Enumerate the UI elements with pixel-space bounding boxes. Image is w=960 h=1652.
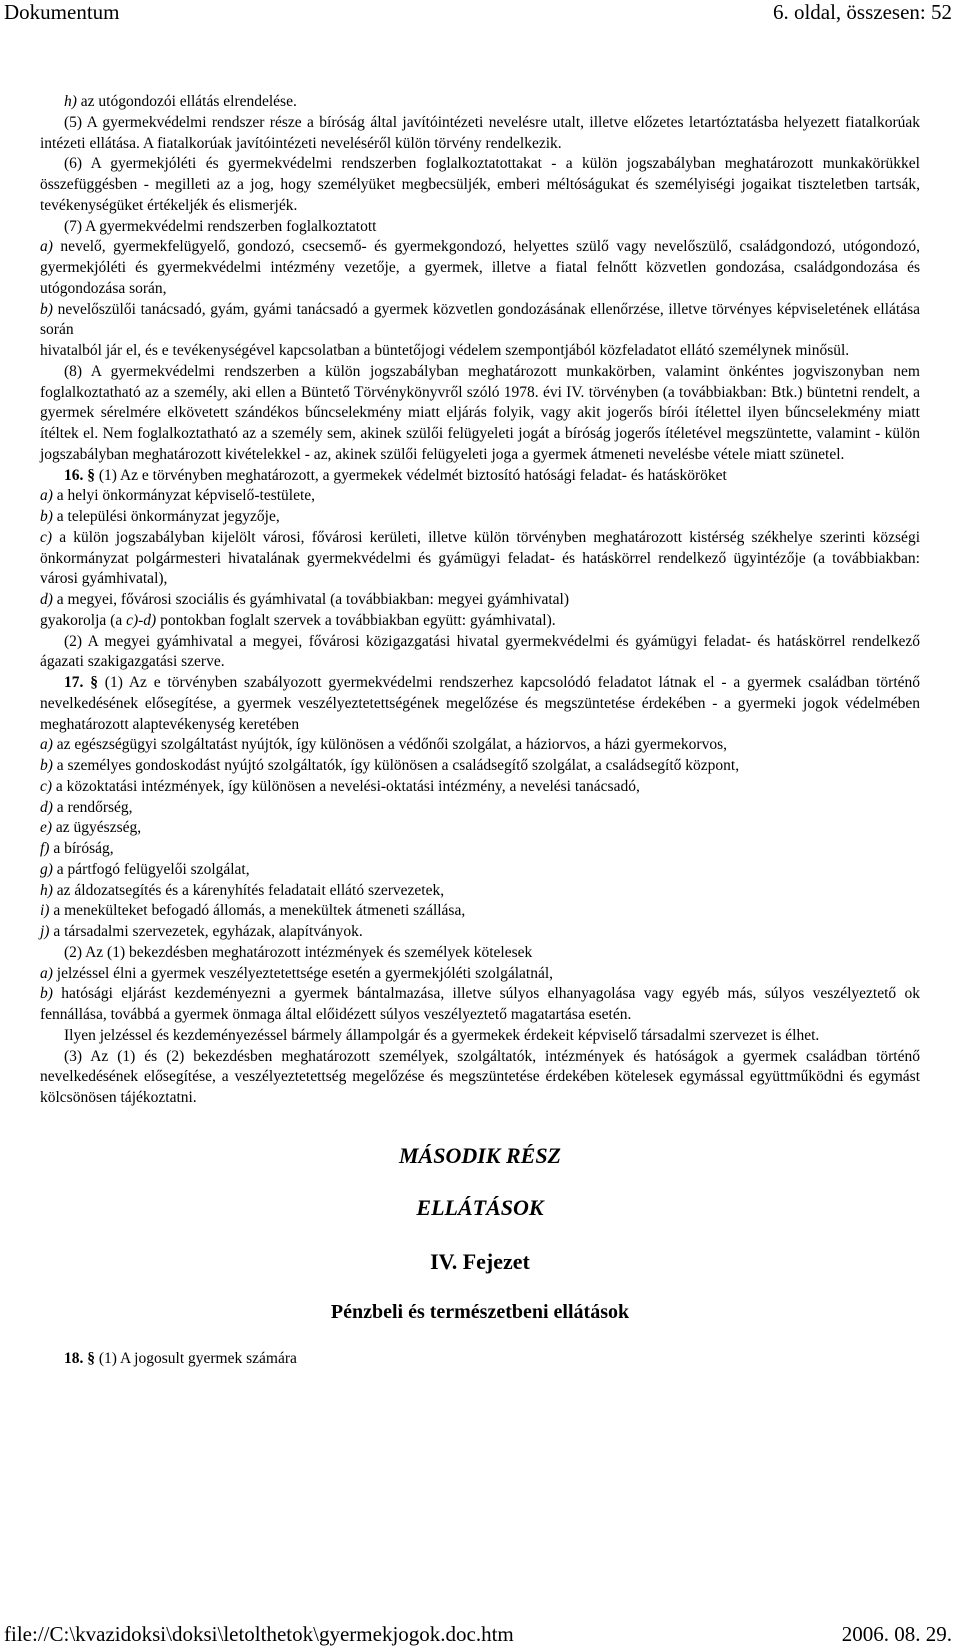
section-16-b: b) a települési önkormányzat jegyzője, bbox=[40, 508, 280, 525]
section-17-2a: a) jelzéssel élni a gyermek veszélyeztetettsége esetén a gyermekjóléti szolgálatnál, bbox=[40, 964, 554, 982]
section-18: 18. § (1) A jogosult gyermek számára bbox=[64, 1349, 297, 1367]
section-number: 16. bbox=[64, 466, 84, 484]
section-17-d: d) a rendőrség, bbox=[40, 798, 133, 816]
section-number: 17. bbox=[64, 674, 84, 691]
section-sign: § bbox=[87, 1349, 95, 1367]
section-17-a: a) az egészségügyi szolgáltatást nyújtók, így különösen a védőnői szolgálat, a háziorvos, a házi gyermekorvos, bbox=[40, 736, 727, 754]
section-16-c: c) a külön jogszabályban kijelölt városi, fővárosi kerületi, illetve külön törvényben meghatározott kistérség székhelye szerinti községi önkormányzat polgármesteri hivatalának gyermekvédelmi és gyámügyi feladat- és hatáskörrel rendelkező ügyintézője (a továbbiakban: városi gyámhivatal), bbox=[40, 528, 920, 588]
item-marker: a) bbox=[40, 238, 53, 256]
paragraph-7-conclusion: hivatalból jár el, és e tevékenységével kapcsolatban a büntetőjogi védelem szempontjából közfeladatot ellátó személynek minősül. bbox=[40, 342, 850, 359]
paragraph-8: (8) A gyermekvédelmi rendszerben a külön jogszabályban meghatározott munkakörben, valamint önkéntes jogviszonyban nem foglalkoztatható az a személy, aki ellen a Büntető Törvénykönyvről szóló 1978. évi IV. törvényben (a továbbiakban: Btk.) büntetni rendelt, a gyermek sérelmére elkövetett szándékos bűncselekmény miatt eljárás folyik, vagy akit jogerős bírói ítélettel ilyen bűncselekmény miatt ítéltek el. Nem foglalkoztatható az a személy sem, akinek szülői felügyeleti jogát a bíróság jogerős ítéletével megszüntette, valamint - külön jogszabályban meghatározott kivételekkel - az, akinek szülői felügyeleti joga a gyermek átmeneti nevelésbe vétele miatt szünetel. bbox=[40, 362, 920, 463]
chapter-title: Pénzbeli és természetbeni ellátások bbox=[330, 1300, 630, 1323]
section-17-e: e) az ügyészség, bbox=[40, 819, 142, 837]
page-header bbox=[0, 0, 960, 32]
header-document-label: Dokumentum bbox=[4, 0, 120, 24]
footer-date: 2006. 08. 29. bbox=[841, 1622, 952, 1646]
paragraph-5: (5) A gyermekvédelmi rendszer része a bíróság által javítóintézeti nevelésre utalt, illetve előzetes letartóztatásba helyezett fiatalkorúak intézeti ellátása. A fiatalkorúak javítóintézeti neveléséről külön törvény rendelkezik. bbox=[40, 113, 920, 152]
section-17: 17. § (1) Az e törvényben szabályozott gyermekvédelmi rendszerhez kapcsolódó feladatot látnak el - a gyermek családban történő nevelkedésének elősegítése, a gyermek veszélyeztetettségének megelőzése és megszüntetése érdekében - a gyermeki jogok védelmében meghatározott alaptevékenység keretében bbox=[40, 674, 921, 733]
section-17-2b: b) hatósági eljárást kezdeményezni a gyermek bántalmazása, illetve súlyos elhanyagolása vagy egyéb más, súlyos veszélyeztető ok fennállása, továbbá a gyermek önmaga által előidézett súlyos veszélyeztető magatartása esetén. bbox=[40, 985, 920, 1023]
section-number: 18. bbox=[64, 1349, 84, 1367]
section-16-2: (2) A megyei gyámhivatal a megyei, fővárosi közigazgatási hivatal gyermekvédelmi és gyámügyi feladat- és hatáskörrel rendelkező ágazati szakigazgatási szerve. bbox=[40, 632, 920, 671]
part-title: MÁSODIK RÉSZ bbox=[398, 1142, 561, 1168]
section-17-h: h) az áldozatsegítés és a kárenyhítés feladatait ellátó szervezetek, bbox=[40, 881, 445, 899]
section-sign: § bbox=[87, 466, 95, 484]
section-17-3: (3) Az (1) és (2) bekezdésben meghatározott személyek, szolgáltatók, intézmények és hatóságok a gyermek családban történő nevelkedésének elősegítése, a veszélyeztetettség megelőzése és megszüntetése érdekében kötelesek egymással együttműködni és egymást kölcsönösen tájékoztatni. bbox=[40, 1047, 920, 1106]
section-16: 16. § (1) Az e törvényben meghatározott, a gyermekek védelmét biztosító hatósági feladat- és hatásköröket bbox=[64, 466, 727, 484]
document-body bbox=[40, 92, 920, 1370]
header-page-counter: 6. oldal, összesen: 52 bbox=[772, 0, 952, 24]
footer-file-path: file://C:\kvazidoksi\doksi\letolthetok\gyermekjogok.doc.htm bbox=[4, 1622, 514, 1646]
section-17-ilyen: Ilyen jelzéssel és kezdeményezéssel bármely állampolgár és a gyermekek érdekeit képviselő társadalmi szervezet is élhet. bbox=[64, 1026, 820, 1044]
section-16-d: d) a megyei, fővárosi szociális és gyámhivatal (a továbbiakban: megyei gyámhivatal) bbox=[40, 591, 569, 608]
paragraph-h: h) az utógondozói ellátás elrendelése. bbox=[64, 93, 297, 110]
section-17-i: i) a menekülteket befogadó állomás, a menekültek átmeneti szállása, bbox=[40, 902, 466, 920]
paragraph-7: (7) A gyermekvédelmi rendszerben foglalkoztatott bbox=[64, 217, 377, 235]
section-17-j: j) a társadalmi szervezetek, egyházak, alapítványok. bbox=[40, 923, 363, 940]
section-17-c: c) a közoktatási intézmények, így különösen a nevelési-oktatási intézmény, a nevelési tanácsadó, bbox=[40, 777, 640, 795]
paragraph-7a: a) nevelő, gyermekfelügyelő, gondozó, csecsemő- és gyermekgondozó, helyettes szülő vagy nevelőszülő, családgondozó, utógondozó, gyermekjóléti és gyermekvédelmi intézmény vezetője, a gyermek, illetve a fiatal felnőtt közvetlen gondozása, családgondozása és utógondozása során, bbox=[40, 238, 920, 297]
item-marker: h) bbox=[64, 93, 77, 110]
paragraph-7b: b) nevelőszülői tanácsadó, gyám, gyámi tanácsadó a gyermek közvetlen gondozásának ellenőrzése, illetve törvényes képviseletének ellátása során bbox=[40, 300, 920, 339]
section-sign: § bbox=[90, 674, 98, 691]
part-subtitle: ELLÁTÁSOK bbox=[416, 1194, 544, 1220]
section-17-2: (2) Az (1) bekezdésben meghatározott intézmények és személyek kötelesek bbox=[64, 943, 533, 961]
section-17-f: f) a bíróság, bbox=[40, 840, 114, 857]
chapter-number: IV. Fejezet bbox=[430, 1248, 530, 1274]
item-marker: b) bbox=[40, 300, 53, 318]
section-17-b: b) a személyes gondoskodást nyújtó szolgáltatók, így különösen a családsegítő szolgálat, a családsegítő központ, bbox=[40, 757, 740, 774]
section-16-conclusion: gyakorolja (a c)-d) pontokban foglalt szervek a továbbiakban együtt: gyámhivatal). bbox=[40, 611, 556, 629]
section-17-g: g) a pártfogó felügyelői szolgálat, bbox=[40, 860, 250, 878]
paragraph-6: (6) A gyermekjóléti és gyermekvédelmi rendszerben foglalkoztatottakat - a külön jogszabályban meghatározott munkakörükkel összefüggésben - megilleti az a jog, hogy személyüket megbecsüljék, emberi méltóságukat és személyiségi jogaikat tiszteletben tartsák, tevékenységüket értékeljék és elismerjék. bbox=[40, 155, 920, 214]
section-16-a: a) a helyi önkormányzat képviselő-testülete, bbox=[40, 487, 316, 505]
page-footer bbox=[0, 1622, 960, 1652]
